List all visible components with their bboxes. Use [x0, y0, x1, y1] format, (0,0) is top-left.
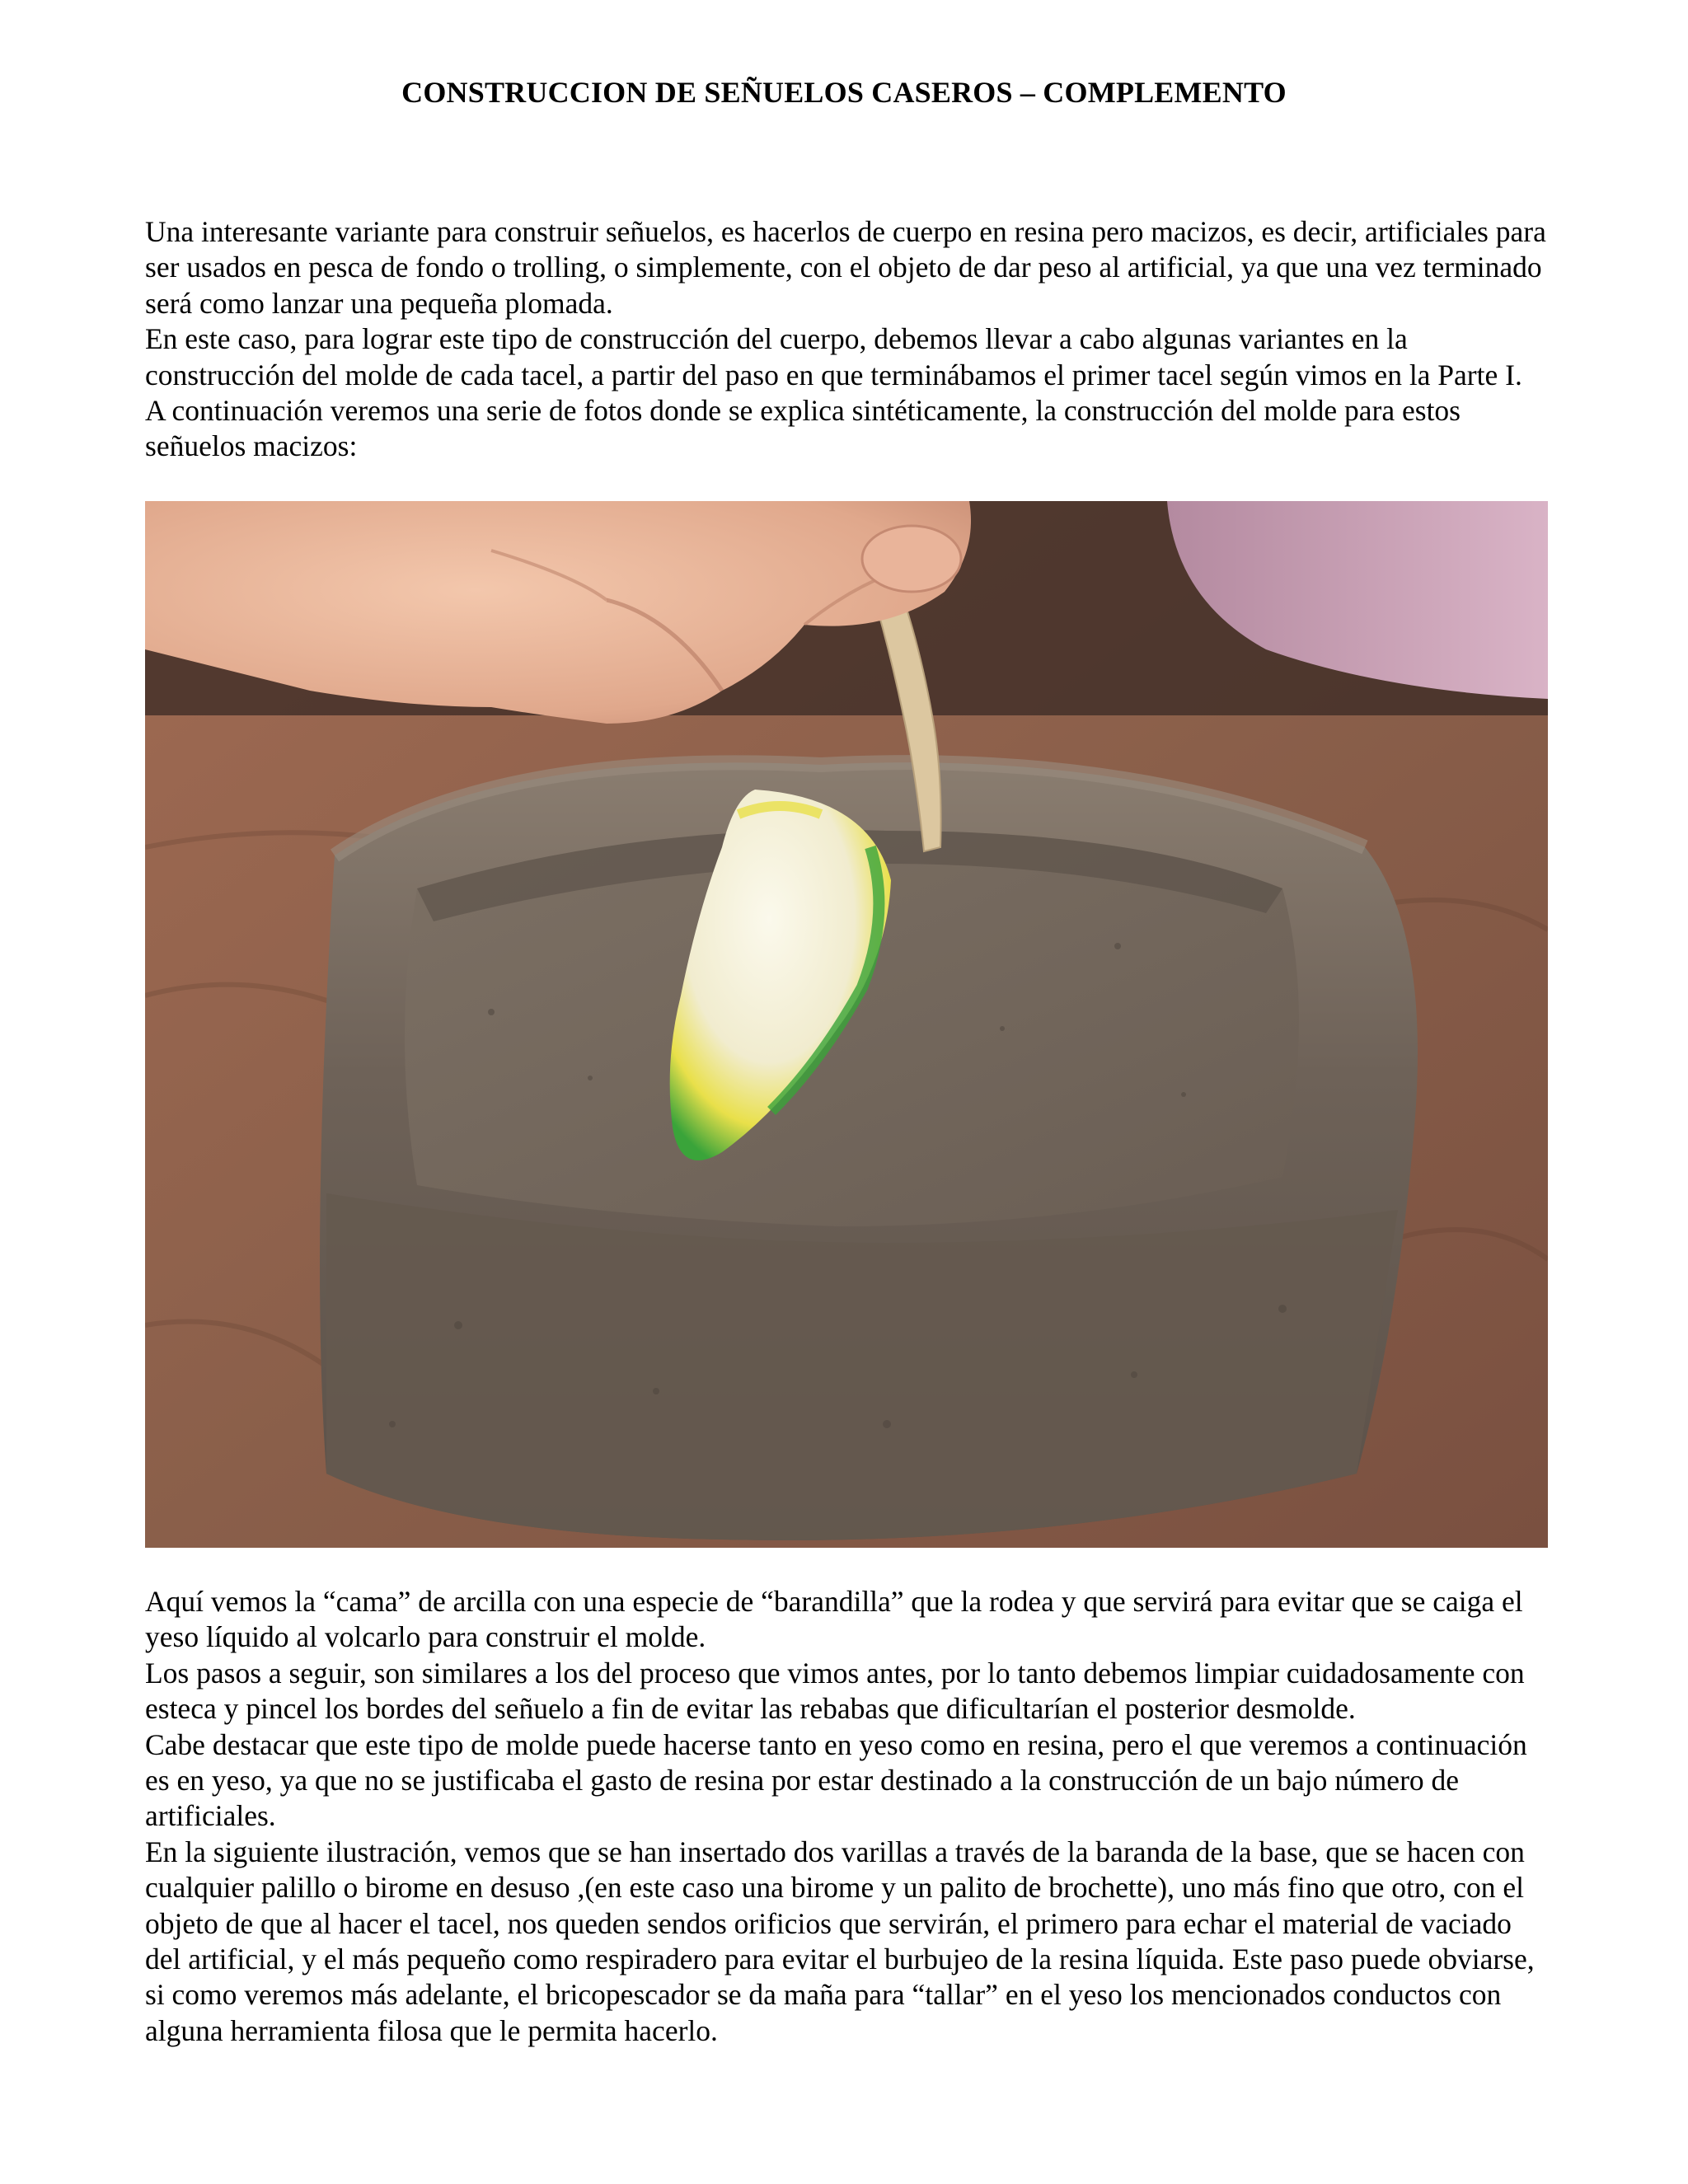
clay-bed-photo [145, 501, 1548, 1548]
after-paragraph-4: En la siguiente ilustración, vemos que se han insertado dos varillas a través de la baranda de la base, que se hacen con cualquier palillo o birome en desuso ,(en este caso una birome y un palito de brochette), uno más fino que otro, con el objeto de que al hacer el tacel, nos queden sendos orificios que servirán, el primero para echar el material de vaciado del artificial, y el más pequeño como respiradero para evitar el burbujeo de la resina líquida. Este paso puede obviarse, si como veremos más adelante, el bricopescador se da maña para “tallar” en el yeso los mencionados conductos con alguna herramienta filosa que le permita hacerlo. [145, 1835, 1535, 2047]
after-paragraph-1: Aquí vemos la “cama” de arcilla con una especie de “barandilla” que la rodea y que servirá para evitar que se caiga el yeso líquido al volcarlo para construir el molde. [145, 1585, 1523, 1654]
clay-bed-photo-illustration [145, 501, 1548, 1548]
after-paragraph-2: Los pasos a seguir, son similares a los del proceso que vimos antes, por lo tanto debemos limpiar cuidadosamente con esteca y pincel los bordes del señuelo a fin de evitar las rebabas que dificultarían el posterior desmolde. [145, 1656, 1525, 1726]
intro-paragraph-1: Una interesante variante para construir señuelos, es hacerlos de cuerpo en resina pero macizos, es decir, artificiales para ser usados en pesca de fondo o trolling, o simplemente, con el objeto de dar peso al artificial, ya que una vez terminado será como lanzar una pequeña plomada. [145, 215, 1546, 320]
intro-paragraph-2: En este caso, para lograr este tipo de construcción del cuerpo, debemos llevar a cabo algunas variantes en la construcción del molde de cada tacel, a partir del paso en que terminábamos el primer tacel según vimos en la Parte I. [145, 322, 1522, 391]
after-paragraph-3: Cabe destacar que este tipo de molde puede hacerse tanto en yeso como en resina, pero el que veremos a continuación es en yeso, ya que no se justificaba el gasto de resina por estar destinado a la construcción de un bajo número de artificiales. [145, 1727, 1527, 1833]
intro-text [145, 214, 1546, 465]
document-title: CONSTRUCCION DE SEÑUELOS CASEROS – COMPLEMENTO [401, 76, 1287, 109]
after-photo-text [145, 1584, 1546, 2049]
intro-paragraph-3: A continuación veremos una serie de fotos donde se explica sintéticamente, la construcción del molde para estos señuelos macizos: [145, 394, 1461, 463]
